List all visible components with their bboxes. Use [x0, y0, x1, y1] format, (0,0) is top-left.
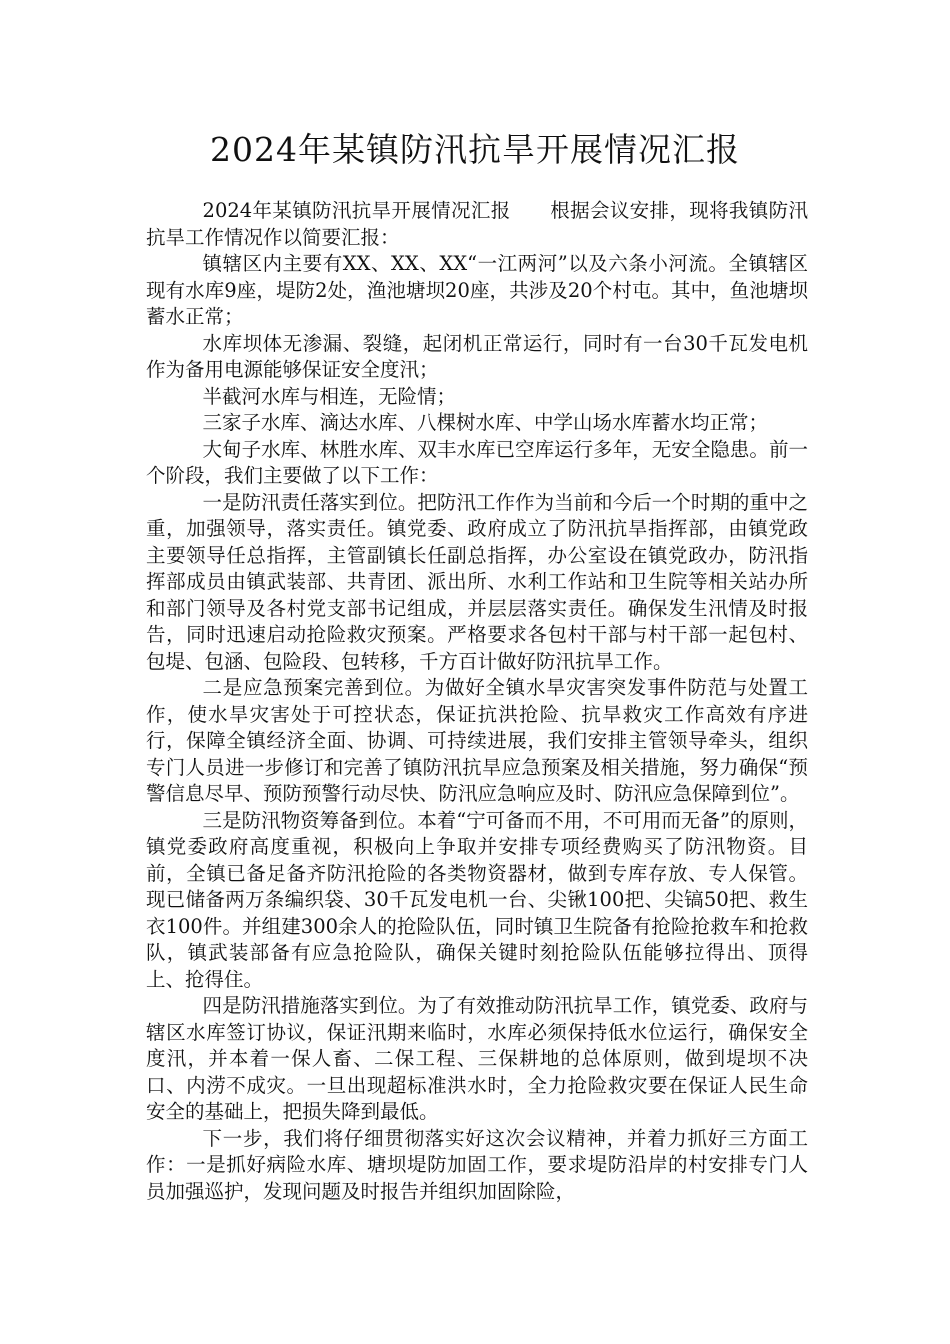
paragraph-banjiehe-reservoir: 半截河水库与相连，无险情； — [202, 384, 457, 408]
paragraph-intro: 2024年某镇防汛抗旱开展情况汇报 根据会议安排，现将我镇防汛抗旱工作情况作以简要汇报： — [146, 199, 808, 249]
paragraph-emergency-plan: 二是应急预案完善到位。为做好全镇水旱灾害突发事件防范与处置工作，使水旱灾害处于可控状态，保证抗洪抢险、抗旱救灾工作高效有序进行，保障全镇经济全面、协调、可持续进展，我们安排主管领导牵头，组织专门人员进一步修订和完善了镇防汛抗旱应急预案及相关措施，努力确保“预警信息尽早、预防预警行动尽快、防汛应急响应及时、防汛应急保障到位”。 — [146, 676, 808, 805]
document-title: 2024年某镇防汛抗旱开展情况汇报 — [210, 130, 740, 169]
document-body — [146, 198, 808, 1205]
paragraph-rivers-reservoirs: 镇辖区内主要有XX、XX、XX“一江两河”以及六条小河流。全镇辖区现有水库9座，堤防2处，渔池塘坝20座，共涉及20个村屯。其中，鱼池塘坝蓄水正常； — [146, 252, 808, 328]
paragraph-supplies: 三是防汛物资筹备到位。本着“宁可备而不用，不可用而无备”的原则，镇党委政府高度重视，积极向上争取并安排专项经费购买了防汛物资。目前，全镇已备足备齐防汛抢险的各类物资器材，做到专库存放、专人保管。现已储备两万条编织袋、30千瓦发电机一台、尖锹100把、尖镐50把、救生衣100件。并组建300余人的抢险队伍，同时镇卫生院备有抢险抢救车和抢救队，镇武装部备有应急抢险队，确保关键时刻抢险队伍能够拉得出、顶得上、抢得住。 — [146, 808, 808, 991]
paragraph-next-steps: 下一步，我们将仔细贯彻落实好这次会议精神，并着力抓好三方面工作：一是抓好病险水库、塘坝堤防加固工作，要求堤防沿岸的村安排专门人员加强巡护，发现问题及时报告并组织加固除险， — [146, 1126, 808, 1203]
paragraph-responsibility: 一是防汛责任落实到位。把防汛工作作为当前和今后一个时期的重中之重，加强领导，落实责任。镇党委、政府成立了防汛抗旱指挥部，由镇党政主要领导任总指挥，主管副镇长任副总指挥，办公室设在镇党政办，防汛指挥部成员由镇武装部、共青团、派出所、水利工作站和卫生院等相关站办所和部门领导及各村党支部书记组成，并层层落实责任。确保发生汛情及时报告，同时迅速启动抢险救灾预案。严格要求各包村干部与村干部一起包村、包堤、包涵、包险段、包转移，千方百计做好防汛抗旱工作。 — [146, 490, 808, 673]
paragraph-measures: 四是防汛措施落实到位。为了有效推动防汛抗旱工作，镇党委、政府与辖区水库签订协议，保证汛期来临时，水库必须保持低水位运行，确保安全度汛，并本着一保人畜、二保工程、三保耕地的总体原则，做到堤坝不决口、内涝不成灾。一旦出现超标准洪水时，全力抢险救灾要在保证人民生命安全的基础上，把损失降到最低。 — [146, 994, 808, 1123]
paragraph-reservoirs-normal: 三家子水库、滴达水库、八棵树水库、中学山场水库蓄水均正常； — [202, 411, 769, 434]
paragraph-empty-reservoirs: 大甸子水库、林胜水库、双丰水库已空库运行多年，无安全隐患。前一个阶段，我们主要做了以下工作： — [146, 437, 808, 487]
paragraph-dam-status: 水库坝体无渗漏、裂缝，起闭机正常运行，同时有一台30千瓦发电机作为备用电源能够保证安全度汛； — [146, 331, 808, 381]
